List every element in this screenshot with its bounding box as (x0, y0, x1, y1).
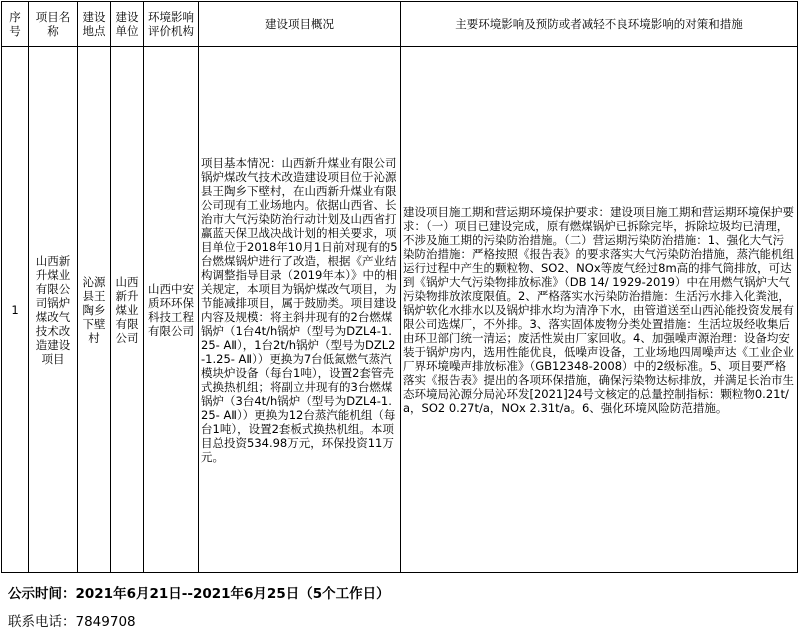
header-overview: 建设项目概况 (199, 2, 401, 47)
header-eia-org: 环境影响评价机构 (144, 2, 199, 47)
header-builder: 建设单位 (111, 2, 144, 47)
header-location: 建设地点 (78, 2, 111, 47)
cell-builder: 山西新升煤业有限公司 (111, 47, 144, 573)
table-header-row (2, 2, 798, 47)
contact-phone: 联系电话：7849708 (8, 614, 136, 630)
cell-measures: 建设项目施工期和营运期环境保护要求：建设项目施工期和营运期环境保护要求：（一）项目已建设完成，原有燃煤锅炉已拆除完毕，拆除垃圾均已清理，不涉及施工期的污染防治措施。（二）营运期污染防治措施：1、强化大气污染防治措施：严格按照《报告表》的要求落实大气污染防治措施，蒸汽能机组运行过程中产生的颗粒物、SO2、NOx等废气经过8m高的排气筒排放，可达到《锅炉大气污染物排放标准》（DB 14/ 1929-2019）中在用燃气锅炉大气污染物排放浓度限值。2、严格落实水污染防治措施：生活污水排入化粪池，锅炉软化水排水以及锅炉排水均为清净下水，由管道送至山西沁能投资发展有限公司选煤厂，不外排。3、落实固体废物分类处置措施：生活垃圾经收集后由环卫部门统一清运；废活性炭由厂家回收。4、加强噪声源治理：设备均安装于锅炉房内，选用性能优良，低噪声设备，工业场地四周噪声达《工业企业厂界环境噪声排放标准》（GB12348-2008）中的2级标准。5、项目要严格落实《报告表》提出的各项环保措施，确保污染物达标排放，并满足长治市生态环境局沁源分局沁环发[2021]24号文核定的总量控制指标：颗粒物0.21t/a，SO2 0.27t/a，NOx 2.31t/a。6、强化环境风险防范措施。 (401, 47, 798, 573)
header-seq: 序号 (2, 2, 29, 47)
cell-eia-org: 山西中安质环环保科技工程有限公司 (144, 47, 199, 573)
cell-location: 沁源县王陶乡下壁村 (78, 47, 111, 573)
cell-seq: 1 (2, 47, 29, 573)
cell-project-name: 山西新升煤业有限公司锅炉煤改气技术改造建设项目 (29, 47, 78, 573)
header-measures: 主要环境影响及预防或者减轻不良环境影响的对策和措施 (401, 2, 798, 47)
table-row (2, 47, 798, 573)
cell-overview: 项目基本情况：山西新升煤业有限公司锅炉煤改气技术改造建设项目位于沁源县王陶乡下壁村，在山西新升煤业有限公司现有工业场地内。依据山西省、长治市大气污染防治行动计划及山西省打赢蓝天保卫战决战计划的相关要求，项目单位于2018年10月1日前对现有的5台燃煤锅炉进行了改造，根据《产业结构调整指导目录（2019年本）》中的相关规定，本项目为锅炉煤改气项目，为节能减排项目，属于鼓励类。项目建设内容及规模：将主斜井现有的2台燃煤锅炉（1台4t/h锅炉（型号为DZL4-1.25- AⅡ），1台2t/h锅炉（型号为DZL2-1.25- AⅡ））更换为7台低氮燃气蒸汽模块炉设备（每台1吨），设置2套管壳式换热机组；将副立井现有的3台燃煤锅炉（3台4t/h锅炉（型号为DZL4-1.25- AⅡ））更换为12台蒸汽能机组（每台1吨），设置2套板式换热机组。本项目总投资534.98万元，环保投资11万元。 (199, 47, 401, 573)
publicity-time: 公示时间：2021年6月21日--2021年6月25日（5个工作日） (8, 586, 390, 602)
header-project-name: 项目名称 (29, 2, 78, 47)
eia-publicity-table (1, 1, 798, 573)
